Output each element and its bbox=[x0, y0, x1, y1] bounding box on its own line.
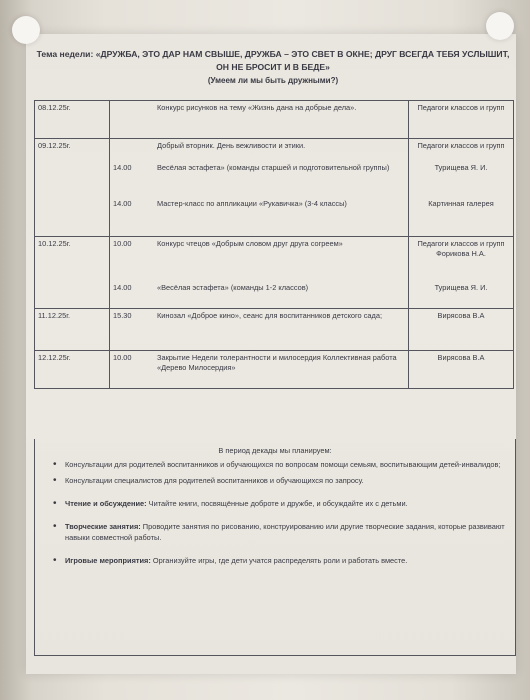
item-text: Консультации специалистов для родителей воспитанников и обучающихся по запросу. bbox=[65, 476, 364, 485]
table-row bbox=[35, 139, 514, 161]
table-row bbox=[35, 197, 514, 237]
activity-cell: Добрый вторник. День вежливости и этики. bbox=[154, 139, 409, 161]
list-item bbox=[65, 475, 505, 486]
time-cell bbox=[110, 101, 155, 139]
table-row bbox=[35, 351, 514, 389]
table-row bbox=[35, 309, 514, 351]
date-cell: 10.12.25г. bbox=[35, 237, 110, 281]
time-cell: 15.30 bbox=[110, 309, 155, 351]
date-cell bbox=[35, 281, 110, 309]
activity-cell: «Весёлая эстафета» (команды 1-2 классов) bbox=[154, 281, 409, 309]
plan-section bbox=[34, 439, 516, 656]
punch-hole bbox=[12, 16, 40, 44]
item-text: Читайте книги, посвящённые доброте и дружбе, и обсуждайте их с детьми. bbox=[146, 499, 408, 508]
activity-cell: Закрытие Недели толерантности и милосердия Коллективная работа «Дерево Милосердия» bbox=[154, 351, 409, 389]
time-cell: 10.00 bbox=[110, 351, 155, 389]
responsible-cell: Педагоги классов и групп bbox=[409, 101, 514, 139]
activity-cell: Мастер-класс по аппликации «Рукавичка» (3-4 классы) bbox=[154, 197, 409, 237]
date-cell: 11.12.25г. bbox=[35, 309, 110, 351]
schedule-table bbox=[34, 100, 514, 389]
item-bold: Чтение и обсуждение: bbox=[65, 499, 147, 508]
date-cell: 12.12.25г. bbox=[35, 351, 110, 389]
responsible-cell: Турищева Я. И. bbox=[434, 162, 488, 172]
activity-cell: Конкурс рисунков на тему «Жизнь дана на добрые дела». bbox=[154, 101, 409, 139]
responsible-cell: Турищева Я. И. bbox=[434, 282, 488, 292]
responsible-cell: Вирясова В.А bbox=[409, 351, 514, 389]
date-cell: 08.12.25г. bbox=[35, 101, 110, 139]
theme-text: «ДРУЖБА, ЭТО ДАР НАМ СВЫШЕ, ДРУЖБА – ЭТО СВЕТ В ОКНЕ; ДРУГ ВСЕГДА ТЕБЯ УСЛЫШИТ, ОН НЕ БРОСИТ И В БЕДЕ» bbox=[95, 49, 510, 72]
item-text: Проводите занятия по рисованию, конструированию или другие творческие задания, которые развивают навыки совместной работы. bbox=[65, 522, 505, 542]
list-item bbox=[65, 521, 505, 543]
list-item bbox=[65, 498, 505, 509]
time-cell: 14.00 bbox=[113, 198, 132, 208]
time-cell bbox=[110, 139, 155, 161]
time-cell: 10.00 bbox=[110, 237, 155, 281]
list-item bbox=[65, 459, 505, 470]
date-cell: 09.12.25г. bbox=[35, 139, 110, 161]
item-bold: Игровые мероприятия: bbox=[65, 556, 151, 565]
time-cell: 14.00 bbox=[113, 282, 132, 292]
notice-sheet bbox=[26, 34, 516, 674]
item-text: Организуйте игры, где дети учатся распределять роли и работать вместе. bbox=[150, 556, 408, 565]
activity-cell: Конкурс чтецов «Добрым словом друг друга согреем» bbox=[154, 237, 409, 281]
table-row bbox=[35, 161, 514, 197]
responsible-cell: Педагоги классов и групп Форикова Н.А. bbox=[409, 237, 514, 281]
activity-cell: Кинозал «Доброе кино», сеанс для воспитанников детского сада; bbox=[154, 309, 409, 351]
punch-hole bbox=[486, 12, 514, 40]
activity-cell: Весёлая эстафета» (команды старшей и подготовительной группы) bbox=[154, 161, 409, 197]
date-cell bbox=[35, 161, 110, 197]
item-text: Консультации для родителей воспитанников и обучающихся по вопросам помощи семьям, воспитывающим детей-инвалидов; bbox=[65, 460, 501, 469]
theme-subtitle: (Умеем ли мы быть дружными?) bbox=[207, 76, 339, 85]
time-cell: 14.00 bbox=[113, 162, 132, 172]
table-row bbox=[35, 101, 514, 139]
item-bold: Творческие занятия: bbox=[65, 522, 141, 531]
theme-header bbox=[34, 48, 512, 87]
theme-label: Тема недели: bbox=[36, 49, 94, 59]
table-row bbox=[35, 237, 514, 281]
date-cell bbox=[35, 197, 110, 237]
plan-title: В период декады мы планируем: bbox=[218, 446, 332, 455]
plan-list bbox=[35, 459, 515, 566]
table-row bbox=[35, 281, 514, 309]
responsible-cell: Картинная галерея bbox=[428, 198, 494, 208]
responsible-cell: Вирясова В.А bbox=[409, 309, 514, 351]
responsible-cell: Педагоги классов и групп bbox=[409, 139, 514, 161]
list-item bbox=[65, 555, 505, 566]
